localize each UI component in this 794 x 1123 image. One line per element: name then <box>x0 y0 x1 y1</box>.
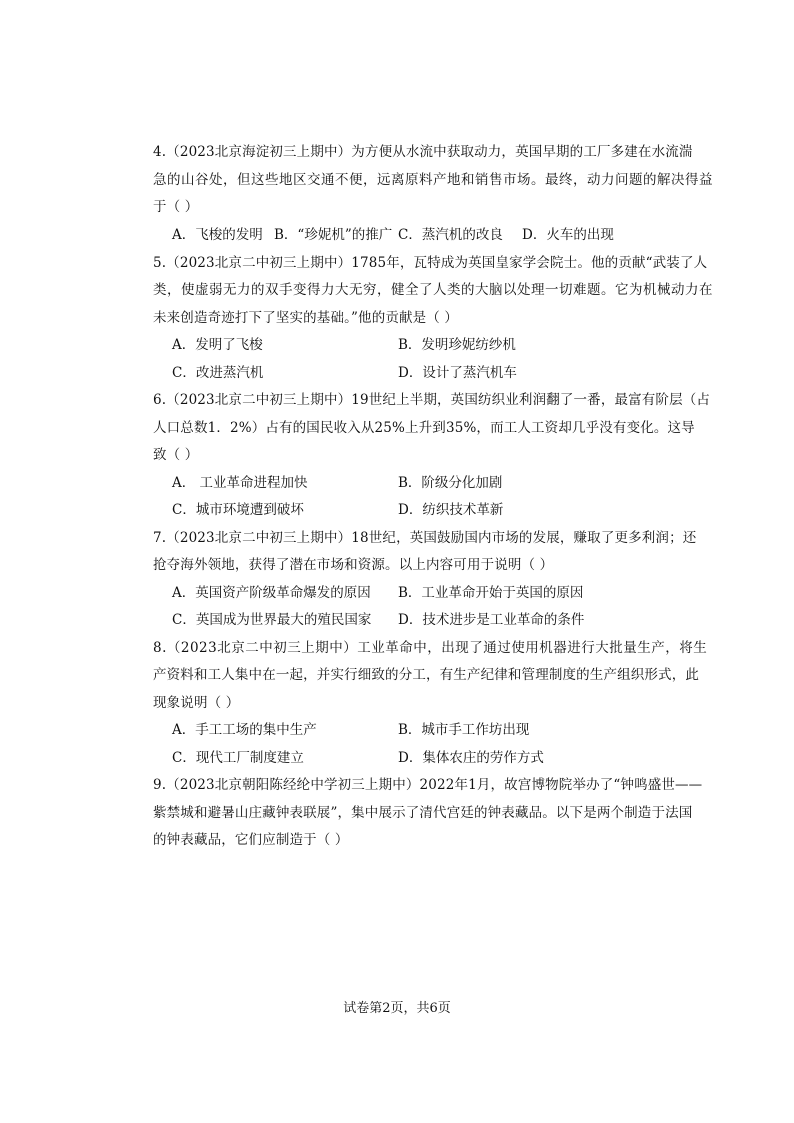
question-8-line-1: 8.（2023北京二中初三上期中）工业革命中，出现了通过使用机器进行大批量生产，将生 <box>153 640 708 656</box>
question-8-option-c[interactable]: C．现代工厂制度建立 <box>172 750 304 766</box>
question-4-option-a[interactable]: A．飞梭的发明 <box>172 227 263 243</box>
question-5-line-2: 类，使虚弱无力的双手变得力大无穷，健全了人类的大脑以处理一切难题。它为机械动力在 <box>153 282 713 298</box>
question-6-option-b[interactable]: B．阶级分化加剧 <box>398 475 503 491</box>
question-9-line-1: 9.（2023北京朝阳陈经纶中学初三上期中）2022年1月，故宫博物院举办了“钟鸣盛世—— <box>153 777 703 793</box>
question-7-option-a[interactable]: A．英国资产阶级革命爆发的原因 <box>172 585 371 601</box>
question-5-option-b[interactable]: B．发明珍妮纺纱机 <box>398 337 516 353</box>
question-6-option-c[interactable]: C．城市环境遭到破坏 <box>172 502 304 518</box>
question-7-option-d[interactable]: D．技术进步是工业革命的条件 <box>398 612 585 628</box>
question-5-line-3: 未来创造奇迹打下了坚实的基础。”他的贡献是（ ） <box>153 310 459 326</box>
question-5-option-a[interactable]: A．发明了飞梭 <box>172 337 263 353</box>
question-5-line-1: 5.（2023北京二中初三上期中）1785年，瓦特成为英国皇家学会院士。他的贡献“武装了人 <box>153 255 708 271</box>
question-8-option-d[interactable]: D．集体农庄的劳作方式 <box>398 750 544 766</box>
question-7-option-b[interactable]: B．工业革命开始于英国的原因 <box>398 585 584 601</box>
question-6-line-2: 人口总数1．2%）占有的国民收入从25%上升到35%，而工人工资却几乎没有变化。这导 <box>153 420 695 436</box>
question-8-option-a[interactable]: A．手工工场的集中生产 <box>172 722 317 738</box>
question-4-line-3: 于（ ） <box>153 199 199 215</box>
question-7-option-c[interactable]: C．英国成为世界最大的殖民国家 <box>172 612 372 628</box>
question-7-line-2: 抢夺海外领地，获得了潜在市场和资源。以上内容可用于说明（ ） <box>153 557 554 573</box>
question-5-option-d[interactable]: D．设计了蒸汽机车 <box>398 365 517 381</box>
page-footer: 试卷第2页，共6页 <box>343 1001 451 1016</box>
question-4-line-1: 4.（2023北京海淀初三上期中）为方便从水流中获取动力，英国早期的工厂多建在水流湍 <box>153 144 693 160</box>
question-8-line-2: 产资料和工人集中在一起，并实行细致的分工，有生产纪律和管理制度的生产组织形式，此 <box>153 667 699 683</box>
question-8-option-b[interactable]: B．城市手工作坊出现 <box>398 722 530 738</box>
question-9-line-3: 的钟表藏品，它们应制造于（ ） <box>153 832 349 848</box>
question-8-line-3: 现象说明（ ） <box>153 695 240 711</box>
question-4-option-b[interactable]: B．“珍妮机”的推广 <box>274 227 393 243</box>
question-6-option-a[interactable]: A． 工业革命进程加快 <box>172 475 308 491</box>
question-5-option-c[interactable]: C．改进蒸汽机 <box>172 365 264 381</box>
question-4-option-d[interactable]: D．火车的出现 <box>522 227 614 243</box>
question-6-line-1: 6.（2023北京二中初三上期中）19世纪上半期，英国纺织业利润翻了一番，最富有阶层（占 <box>153 392 711 408</box>
question-9-line-2: 紫禁城和避暑山庄藏钟表联展”，集中展示了清代宫廷的钟表藏品。以下是两个制造于法国 <box>153 805 693 821</box>
question-4-line-2: 急的山谷处，但这些地区交通不便，远离原料产地和销售市场。最终，动力问题的解决得益 <box>153 172 713 188</box>
question-6-option-d[interactable]: D．纺织技术革新 <box>398 502 504 518</box>
question-7-line-1: 7.（2023北京二中初三上期中）18世纪，英国鼓励国内市场的发展，赚取了更多利润；还 <box>153 530 697 546</box>
question-4-option-c[interactable]: C．蒸汽机的改良 <box>398 227 503 243</box>
question-6-line-3: 致（ ） <box>153 447 199 463</box>
